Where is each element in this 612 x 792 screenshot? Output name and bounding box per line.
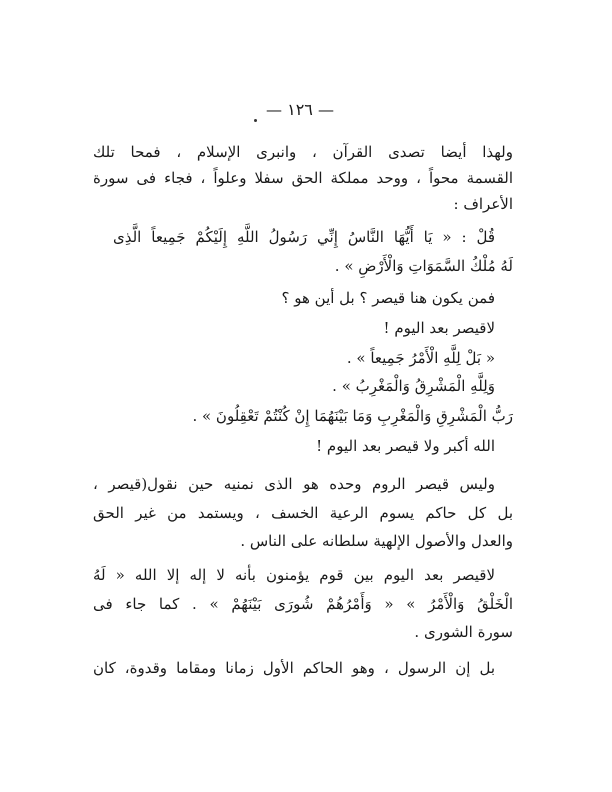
verse-line: الْخَلْقُ وَالْأَمْرُ » « وَأَمْرُهُمْ شُورَى بَيْنَهُمْ » . كما جاء فى bbox=[93, 595, 513, 613]
verse-line: « بَلْ لِلَّهِ الْأَمْرُ جَمِيعاً » . bbox=[346, 349, 495, 367]
text-line: وليس قيصر الروم وحده هو الذى نمنيه حين نقول(قيصر ، bbox=[93, 475, 495, 493]
text-line: والعدل والأصول الإلهية سلطانه على الناس . bbox=[240, 532, 513, 550]
text-line: سورة الشورى . bbox=[414, 623, 513, 641]
verse-line: رَبُّ الْمَشْرِقِ وَالْمَغْرِبِ وَمَا بَيْنَهُمَا إِنْ كُنْتُمْ تَعْقِلُونَ » . bbox=[192, 407, 513, 425]
text-line: ولهذا أيضا تصدى القرآن ، وانبرى الإسلام ، فمحا تلك bbox=[93, 143, 513, 161]
text-line: بل كل حاكم يسوم الرعية الخسف ، ويستمد من غير الحق bbox=[93, 504, 513, 522]
page-number: — ١٢٦ — bbox=[266, 100, 334, 119]
text-line: القسمة محواً ، ووحد مملكة الحق سفلا وعلواً ، فجاء فى سورة bbox=[93, 169, 513, 187]
verse-line: وَلِلَّهِ الْمَشْرِقُ وَالْمَغْرِبُ » . bbox=[332, 377, 495, 395]
verse-line: قُلْ : « يَا أَيُّهَا النَّاسُ إِنِّي رَسُولُ اللَّهِ إِلَيْكُمْ جَمِيعاً الَّذِى bbox=[113, 228, 495, 246]
verse-line: لَهُ مُلْكُ السَّمَوَاتِ وَالْأَرْضِ » . bbox=[334, 257, 513, 275]
text-line: فمن يكون هنا قيصر ؟ بل أين هو ؟ bbox=[281, 289, 495, 307]
ink-dot bbox=[254, 119, 257, 122]
text-line: الأعراف : bbox=[453, 195, 513, 213]
text-line: الله أكبر ولا قيصر بعد اليوم ! bbox=[316, 437, 495, 455]
text-line: لاقيصر بعد اليوم بين قوم يؤمنون بأنه لا إله إلا الله « لَهُ bbox=[93, 566, 495, 584]
text-line: بل إن الرسول ، وهو الحاكم الأول زمانا ومقاما وقدوة، كان bbox=[93, 659, 495, 677]
text-line: لاقيصر بعد اليوم ! bbox=[383, 319, 495, 337]
